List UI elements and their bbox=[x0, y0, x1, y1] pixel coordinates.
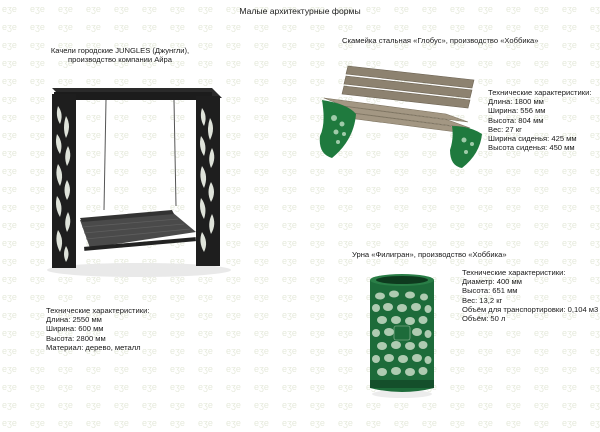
bench-spec-seat-width: Ширина сиденья: 425 мм bbox=[488, 134, 577, 144]
swing-image bbox=[44, 82, 234, 282]
urn-image bbox=[366, 270, 438, 400]
bench-specs bbox=[488, 88, 591, 152]
urn-specs bbox=[462, 268, 598, 323]
urn-specs-title: Технические характеристики: bbox=[462, 268, 566, 277]
swing-specs bbox=[46, 306, 149, 352]
urn-spec-transport-volume: Объём для транспортировки: 0,104 м3 bbox=[462, 304, 599, 314]
bench-image bbox=[316, 62, 486, 172]
urn-spec-weight: Вес: 13,2 кг bbox=[462, 295, 503, 305]
swing-spec-width: Ширина: 600 мм bbox=[46, 324, 104, 334]
swing-specs-title: Технические характеристики: bbox=[46, 306, 150, 315]
urn-spec-diameter: Диаметр: 400 мм bbox=[462, 277, 522, 287]
bench-specs-title: Технические характеристики: bbox=[488, 88, 592, 97]
urn-spec-volume: Объём: 50 л bbox=[462, 314, 506, 324]
bench-spec-width: Ширина: 556 мм bbox=[488, 106, 546, 116]
urn-spec-height: Высота: 651 мм bbox=[462, 286, 518, 296]
bench-spec-length: Длина: 1800 мм bbox=[488, 97, 544, 107]
page-title: Малые архитектурные формы bbox=[239, 6, 361, 16]
swing-caption: Качели городские JUNGLES (Джунгли), производство компании Айра bbox=[50, 46, 190, 65]
swing-spec-height: Высота: 2800 мм bbox=[46, 333, 106, 343]
swing-spec-length: Длина: 2550 мм bbox=[46, 315, 102, 325]
bench-spec-weight: Вес: 27 кг bbox=[488, 124, 522, 134]
bench-spec-seat-height: Высота сиденья: 450 мм bbox=[488, 143, 575, 153]
swing-spec-material: Материал: дерево, металл bbox=[46, 342, 141, 352]
urn-caption: Урна «Филигран», производство «Хоббика» bbox=[352, 250, 507, 259]
bench-caption: Скамейка стальная «Глобус», производство «Хоббика» bbox=[342, 36, 539, 45]
bench-spec-height: Высота: 804 мм bbox=[488, 115, 544, 125]
